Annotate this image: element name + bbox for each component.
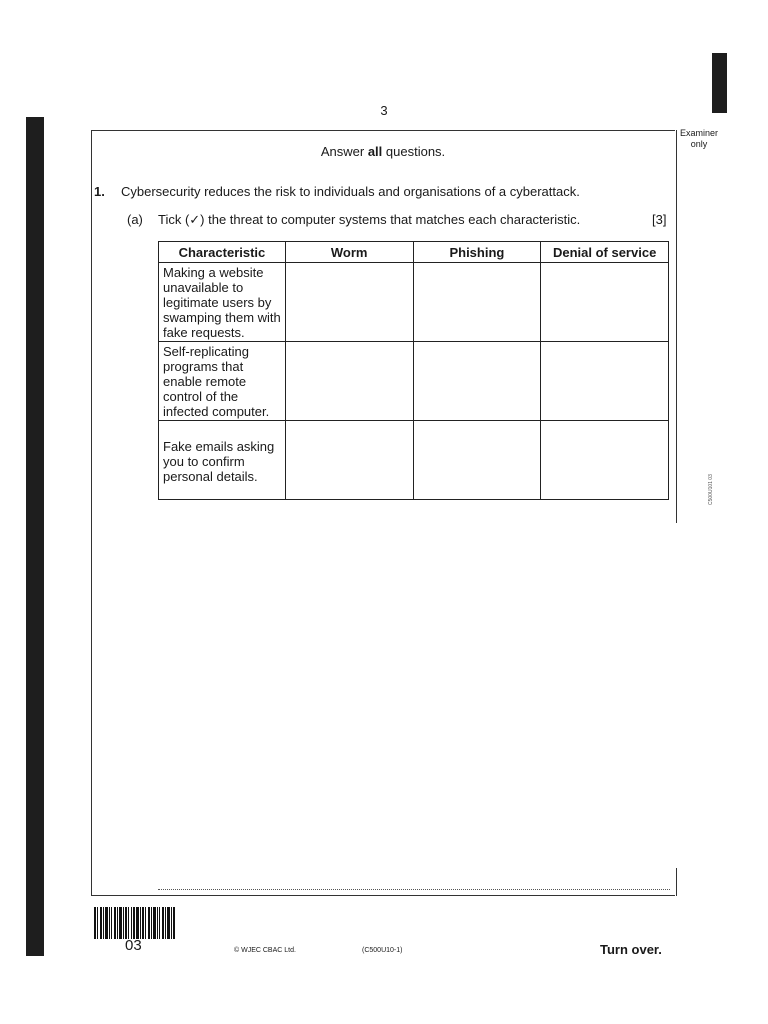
page-number: 3 <box>380 103 388 118</box>
header-denial-of-service: Denial of service <box>541 242 669 263</box>
table-row <box>159 342 669 421</box>
exam-instruction <box>91 144 675 159</box>
page-edge-tab <box>712 53 727 113</box>
tick-box-phishing[interactable] <box>413 421 541 500</box>
threat-tick-table <box>158 241 669 500</box>
tick-box-worm[interactable] <box>285 421 413 500</box>
tick-box-phishing[interactable] <box>413 342 541 421</box>
examiner-only-label: Examiner only <box>679 128 718 149</box>
characteristic-cell: Self-replicating programs that enable remote control of the infected computer. <box>159 342 286 421</box>
instruction-prefix: Answer <box>320 144 368 159</box>
footer-copyright: © WJEC CBAC Ltd. <box>234 947 296 954</box>
question-part-label: (a) <box>127 212 143 227</box>
table-header-row <box>159 242 669 263</box>
instruction-emphasis: all <box>367 144 383 159</box>
tick-box-phishing[interactable] <box>413 263 541 342</box>
characteristic-cell: Fake emails asking you to confirm personal details. <box>159 421 286 500</box>
dotted-answer-line <box>158 889 670 890</box>
question-part-text: Tick (✓) the threat to computer systems that matches each characteristic. <box>158 212 581 227</box>
tick-box-worm[interactable] <box>285 342 413 421</box>
question-stem: Cybersecurity reduces the risk to individuals and organisations of a cyberattack. <box>121 184 580 199</box>
footer-page-code: 03 <box>125 937 142 954</box>
table-row <box>159 421 669 500</box>
question-marks: [3] <box>652 212 667 227</box>
characteristic-cell: Making a website unavailable to legitimate users by swamping them with fake requests. <box>159 263 286 342</box>
instruction-suffix: questions. <box>382 144 446 159</box>
tick-box-denial-of-service[interactable] <box>541 421 669 500</box>
binding-margin-bar <box>26 117 44 956</box>
question-number: 1. <box>94 184 105 199</box>
examiner-column-rule-bottom <box>676 868 677 896</box>
examiner-column-rule <box>676 130 677 523</box>
tick-box-worm[interactable] <box>285 263 413 342</box>
header-worm: Worm <box>285 242 413 263</box>
side-paper-code: C500U101 03 <box>708 474 714 506</box>
tick-box-denial-of-service[interactable] <box>541 263 669 342</box>
barcode-icon <box>94 907 176 939</box>
header-characteristic: Characteristic <box>159 242 286 263</box>
header-phishing: Phishing <box>413 242 541 263</box>
turn-over-label: Turn over. <box>600 942 662 957</box>
tick-box-denial-of-service[interactable] <box>541 342 669 421</box>
table-row <box>159 263 669 342</box>
footer-paper-code: (C500U10-1) <box>362 947 403 954</box>
